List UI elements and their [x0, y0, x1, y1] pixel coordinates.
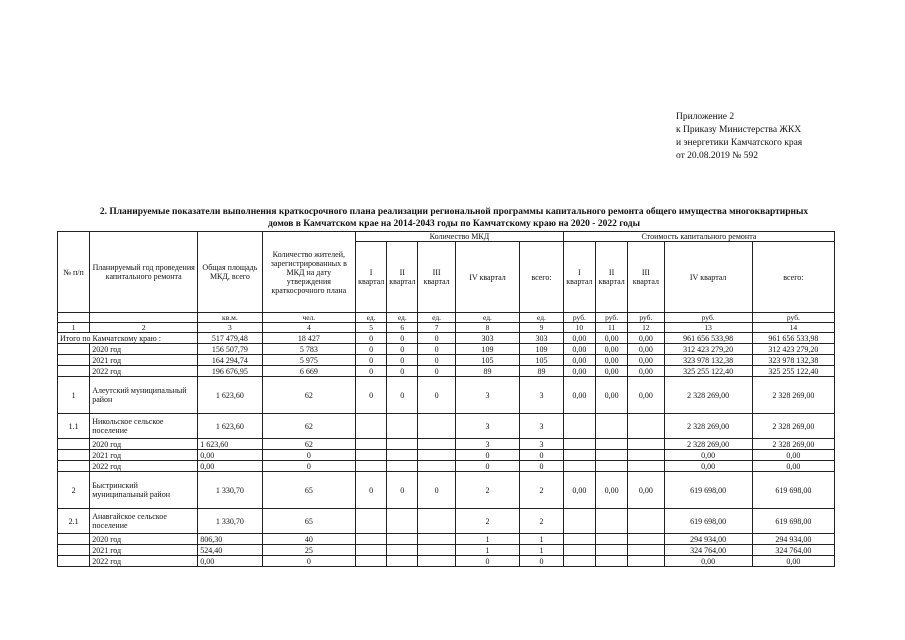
unit-cell: руб. [628, 313, 664, 323]
data-cell [418, 439, 455, 450]
header-area: Общая площадь МКД, всего [198, 232, 262, 313]
data-cell: 619 698,00 [752, 472, 834, 509]
data-cell: 25 [262, 545, 355, 556]
data-cell: 2 328 269,00 [664, 377, 752, 414]
data-cell: 65 [262, 472, 355, 509]
header-year: Планируемый год проведения капитального ремонта [90, 232, 198, 313]
header-mkd-q3: III квартал [418, 242, 455, 313]
data-cell: 0 [455, 461, 519, 472]
table-row [58, 556, 835, 567]
data-cell: 0 [262, 461, 355, 472]
row-number [58, 534, 90, 545]
data-cell: 303 [520, 333, 564, 344]
row-number [58, 545, 90, 556]
data-cell: 1 [455, 534, 519, 545]
data-cell: 164 294,74 [198, 355, 262, 366]
column-number-cell: 14 [752, 323, 834, 333]
data-cell: 105 [455, 355, 519, 366]
data-cell: 0,00 [563, 472, 595, 509]
data-cell [563, 450, 595, 461]
column-number-cell: 2 [90, 323, 198, 333]
data-cell [387, 534, 418, 545]
data-cell: 806,30 [198, 534, 262, 545]
unit-cell: руб. [595, 313, 627, 323]
data-cell: 0,00 [628, 366, 664, 377]
row-label: Быстринский муниципальный район [90, 472, 198, 509]
data-cell: 0,00 [664, 556, 752, 567]
row-label: 2020 год [90, 534, 198, 545]
data-cell [387, 414, 418, 439]
table-row [58, 509, 835, 534]
data-cell: 0 [418, 333, 455, 344]
data-cell: 294 934,00 [752, 534, 834, 545]
data-cell [563, 545, 595, 556]
data-cell: 0 [356, 344, 387, 355]
data-cell [356, 556, 387, 567]
data-cell: 0,00 [595, 472, 627, 509]
data-cell: 2 328 269,00 [664, 414, 752, 439]
data-cell: 2 328 269,00 [752, 377, 834, 414]
data-cell: 0 [356, 377, 387, 414]
data-cell: 0 [356, 355, 387, 366]
data-cell: 5 783 [262, 344, 355, 355]
data-cell: 1 330,70 [198, 509, 262, 534]
data-cell: 62 [262, 377, 355, 414]
data-cell: 2 328 269,00 [752, 414, 834, 439]
data-cell: 619 698,00 [664, 472, 752, 509]
unit-cell: чел. [262, 313, 355, 323]
unit-cell [90, 313, 198, 323]
data-cell: 0,00 [595, 366, 627, 377]
row-number [58, 355, 90, 366]
data-cell: 89 [520, 366, 564, 377]
data-cell [595, 414, 627, 439]
data-cell: 2 328 269,00 [752, 439, 834, 450]
row-number [58, 556, 90, 567]
data-cell: 0,00 [595, 377, 627, 414]
data-cell: 517 479,48 [198, 333, 262, 344]
data-cell [387, 545, 418, 556]
data-cell: 0,00 [664, 461, 752, 472]
group-mkd-count: Количество МКД [356, 232, 564, 242]
table-row [58, 472, 835, 509]
data-cell: 0 [418, 355, 455, 366]
data-cell [628, 545, 664, 556]
data-cell [387, 450, 418, 461]
data-cell: 0,00 [595, 355, 627, 366]
row-label: Алеутский муниципальный район [90, 377, 198, 414]
data-cell: 0 [387, 472, 418, 509]
header-mkd-q4: IV квартал [455, 242, 519, 313]
data-cell: 0,00 [595, 344, 627, 355]
data-cell: 40 [262, 534, 355, 545]
data-cell [595, 439, 627, 450]
data-cell [418, 556, 455, 567]
column-number-cell: 13 [664, 323, 752, 333]
data-cell: 312 423 279,20 [752, 344, 834, 355]
data-cell [418, 534, 455, 545]
column-number-cell: 3 [198, 323, 262, 333]
data-cell: 2 [520, 472, 564, 509]
data-cell [595, 461, 627, 472]
data-cell: 65 [262, 509, 355, 534]
table-row [58, 534, 835, 545]
data-cell: 0,00 [563, 333, 595, 344]
data-cell: 156 507,79 [198, 344, 262, 355]
data-cell: 323 978 132,38 [664, 355, 752, 366]
row-label: Итого по Камчатскому краю : [58, 333, 198, 344]
title-line-2: домов в Камчатском крае на 2014-2043 годы по Камчатскому краю на 2020 - 2022 годы [267, 219, 640, 229]
column-number-cell: 11 [595, 323, 627, 333]
data-cell: 3 [455, 377, 519, 414]
data-cell [628, 450, 664, 461]
data-cell: 0,00 [563, 377, 595, 414]
data-cell: 0 [520, 461, 564, 472]
table-row [58, 461, 835, 472]
data-cell: 323 978 132,38 [752, 355, 834, 366]
column-number-cell: 5 [356, 323, 387, 333]
table-row [58, 344, 835, 355]
data-cell: 1 [455, 545, 519, 556]
row-number [58, 366, 90, 377]
unit-cell: руб. [752, 313, 834, 323]
data-cell [563, 461, 595, 472]
data-cell: 0 [356, 366, 387, 377]
data-cell: 0,00 [595, 333, 627, 344]
data-cell [595, 534, 627, 545]
row-label: 2021 год [90, 355, 198, 366]
data-cell [595, 509, 627, 534]
data-cell: 1 623,60 [198, 439, 262, 450]
document-title [64, 206, 844, 230]
data-cell: 1 [520, 534, 564, 545]
header-mkd-q1: I квартал [356, 242, 387, 313]
data-cell [563, 509, 595, 534]
data-cell: 3 [520, 414, 564, 439]
data-cell: 0,00 [664, 450, 752, 461]
data-cell: 0 [520, 450, 564, 461]
data-cell: 62 [262, 439, 355, 450]
data-cell: 0,00 [198, 450, 262, 461]
data-cell: 0,00 [752, 461, 834, 472]
row-number [58, 344, 90, 355]
data-cell [628, 534, 664, 545]
data-cell: 89 [455, 366, 519, 377]
data-cell: 961 656 533,98 [664, 333, 752, 344]
header-residents: Количество жителей, зарегистрированных в МКД на дату утверждения краткосрочного плана [262, 232, 355, 313]
data-cell: 1 330,70 [198, 472, 262, 509]
data-cell: 619 698,00 [752, 509, 834, 534]
data-cell [628, 461, 664, 472]
header-mkd-total: всего: [520, 242, 564, 313]
unit-cell: ед. [387, 313, 418, 323]
header-cost-q2: II квартал [595, 242, 627, 313]
data-cell [595, 450, 627, 461]
data-cell: 0 [387, 344, 418, 355]
data-cell: 0 [418, 377, 455, 414]
data-cell: 0,00 [198, 556, 262, 567]
appendix-line-1: Приложение 2 [676, 112, 735, 122]
column-number-cell: 4 [262, 323, 355, 333]
data-cell: 325 255 122,40 [664, 366, 752, 377]
row-label: 2020 год [90, 439, 198, 450]
data-cell: 0,00 [563, 344, 595, 355]
data-cell: 62 [262, 414, 355, 439]
data-cell [387, 556, 418, 567]
data-cell [595, 545, 627, 556]
table-row [58, 414, 835, 439]
appendix-line-2: к Приказу Министерства ЖКХ [676, 125, 802, 135]
unit-cell [58, 313, 90, 323]
data-cell [418, 414, 455, 439]
data-cell [356, 414, 387, 439]
data-cell: 0 [356, 333, 387, 344]
data-cell: 0,00 [628, 377, 664, 414]
row-label: 2021 год [90, 450, 198, 461]
data-cell [628, 556, 664, 567]
table-row [58, 545, 835, 556]
row-label: 2022 год [90, 366, 198, 377]
data-cell: 0 [387, 333, 418, 344]
row-label: 2021 год [90, 545, 198, 556]
header-cost-q1: I квартал [563, 242, 595, 313]
data-cell: 303 [455, 333, 519, 344]
data-cell: 2 [455, 472, 519, 509]
title-line-1: 2. Планируемые показатели выполнения краткосрочного плана реализации региональной программы капитального ремонта общего имущества многоквартирных [99, 207, 809, 217]
data-cell: 1 623,60 [198, 377, 262, 414]
column-number-cell: 8 [455, 323, 519, 333]
table-body [58, 333, 835, 567]
unit-cell: кв.м. [198, 313, 262, 323]
appendix-line-4: от 20.08.2019 № 592 [676, 151, 758, 161]
column-number-cell: 1 [58, 323, 90, 333]
row-number [58, 450, 90, 461]
data-cell [356, 439, 387, 450]
data-cell: 0 [418, 344, 455, 355]
column-number-cell: 10 [563, 323, 595, 333]
capital-repair-table [57, 231, 835, 567]
unit-cell: руб. [664, 313, 752, 323]
data-cell: 0,00 [752, 556, 834, 567]
data-cell: 18 427 [262, 333, 355, 344]
data-cell: 0,00 [628, 355, 664, 366]
data-cell: 1 [520, 545, 564, 556]
data-cell: 0 [262, 556, 355, 567]
unit-cell: ед. [356, 313, 387, 323]
data-cell: 619 698,00 [664, 509, 752, 534]
units-row [58, 313, 835, 323]
appendix-line-3: и энергетики Камчатского края [676, 138, 803, 148]
row-number [58, 461, 90, 472]
header-num: № п/п [58, 232, 90, 313]
data-cell [418, 545, 455, 556]
data-cell [387, 509, 418, 534]
group-repair-cost: Стоимость капитального ремонта [563, 232, 834, 242]
data-cell [356, 450, 387, 461]
data-cell [356, 545, 387, 556]
row-number: 1 [58, 377, 90, 414]
row-label: Анавгайское сельское поселение [90, 509, 198, 534]
row-number: 2 [58, 472, 90, 509]
data-cell [563, 556, 595, 567]
data-cell: 196 676,95 [198, 366, 262, 377]
appendix-header [676, 111, 802, 163]
row-number [58, 439, 90, 450]
data-cell [628, 414, 664, 439]
table-row [58, 439, 835, 450]
column-number-cell: 9 [520, 323, 564, 333]
row-label: Никольское сельское поселение [90, 414, 198, 439]
table-row [58, 366, 835, 377]
data-cell [628, 439, 664, 450]
header-cost-q4: IV квартал [664, 242, 752, 313]
data-cell: 0,00 [628, 333, 664, 344]
data-cell: 0 [387, 355, 418, 366]
data-cell: 0 [418, 472, 455, 509]
data-cell: 0 [455, 450, 519, 461]
table-row [58, 377, 835, 414]
data-cell: 3 [455, 439, 519, 450]
data-cell: 0 [262, 450, 355, 461]
data-cell: 1 623,60 [198, 414, 262, 439]
data-cell [418, 509, 455, 534]
data-cell [418, 450, 455, 461]
data-cell: 3 [520, 439, 564, 450]
data-cell: 109 [520, 344, 564, 355]
data-cell: 0 [356, 472, 387, 509]
data-cell: 2 [520, 509, 564, 534]
data-cell: 294 934,00 [664, 534, 752, 545]
data-cell [387, 439, 418, 450]
table-row [58, 333, 835, 344]
data-cell: 0,00 [563, 366, 595, 377]
data-cell [356, 461, 387, 472]
data-cell: 2 [455, 509, 519, 534]
data-cell: 0,00 [198, 461, 262, 472]
row-label: 2020 год [90, 344, 198, 355]
column-numbers-row [58, 323, 835, 333]
data-cell [387, 461, 418, 472]
data-cell: 312 423 279,20 [664, 344, 752, 355]
header-mkd-q2: II квартал [387, 242, 418, 313]
data-cell [356, 534, 387, 545]
column-number-cell: 12 [628, 323, 664, 333]
column-number-cell: 6 [387, 323, 418, 333]
table-row [58, 355, 835, 366]
data-cell: 0 [387, 366, 418, 377]
data-cell: 0 [455, 556, 519, 567]
data-cell: 324 764,00 [752, 545, 834, 556]
data-cell: 3 [520, 377, 564, 414]
data-cell: 2 328 269,00 [664, 439, 752, 450]
data-cell: 0 [520, 556, 564, 567]
data-cell [563, 439, 595, 450]
data-cell: 0,00 [628, 344, 664, 355]
data-cell: 0,00 [752, 450, 834, 461]
unit-cell: ед. [520, 313, 564, 323]
data-cell: 5 975 [262, 355, 355, 366]
row-label: 2022 год [90, 556, 198, 567]
data-cell: 109 [455, 344, 519, 355]
unit-cell: ед. [455, 313, 519, 323]
data-cell [418, 461, 455, 472]
data-cell: 0 [387, 377, 418, 414]
data-cell [595, 556, 627, 567]
row-label: 2022 год [90, 461, 198, 472]
data-cell: 325 255 122,40 [752, 366, 834, 377]
unit-cell: ед. [418, 313, 455, 323]
unit-cell: руб. [563, 313, 595, 323]
data-cell: 961 656 533,98 [752, 333, 834, 344]
data-cell: 105 [520, 355, 564, 366]
column-number-cell: 7 [418, 323, 455, 333]
data-cell [628, 509, 664, 534]
header-cost-total: всего: [752, 242, 834, 313]
data-cell [563, 534, 595, 545]
data-cell: 524,40 [198, 545, 262, 556]
data-cell: 6 669 [262, 366, 355, 377]
data-cell: 0 [418, 366, 455, 377]
data-cell: 324 764,00 [664, 545, 752, 556]
data-cell [563, 414, 595, 439]
table-row [58, 450, 835, 461]
header-cost-q3: III квартал [628, 242, 664, 313]
row-number: 1.1 [58, 414, 90, 439]
data-cell: 3 [455, 414, 519, 439]
data-cell [356, 509, 387, 534]
data-cell: 0,00 [563, 355, 595, 366]
data-cell: 0,00 [628, 472, 664, 509]
row-number: 2.1 [58, 509, 90, 534]
